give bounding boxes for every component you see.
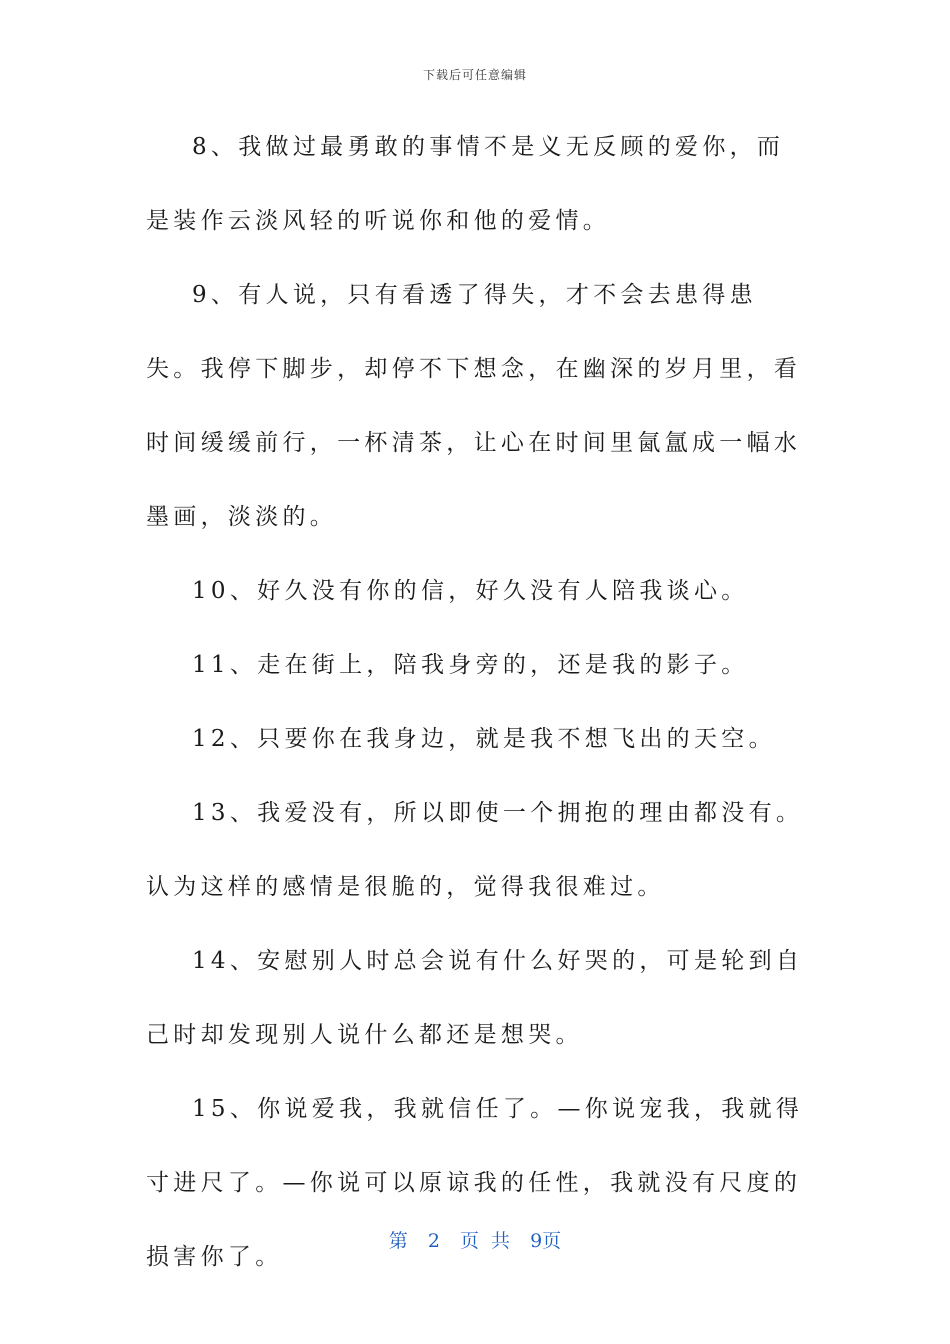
paragraph-10: 10、好久没有你的信，好久没有人陪我谈心。 bbox=[192, 578, 749, 604]
paragraph-11: 11、走在街上，陪我身旁的，还是我的影子。 bbox=[192, 652, 749, 678]
paragraph-8: 8、我做过最勇敢的事情不是义无反顾的爱你，而是装作云淡风轻的听说你和他的爱情。 bbox=[146, 134, 785, 234]
paragraph-15: 15、你说爱我，我就信任了。—你说宠我，我就得寸进尺了。—你说可以原谅我的任性，我就没有尺度的损害你了。 bbox=[146, 1096, 804, 1270]
paragraph-12: 12、只要你在我身边，就是我不想飞出的天空。 bbox=[192, 726, 776, 752]
paragraph-13: 13、我爱没有，所以即使一个拥抱的理由都没有。认为这样的感情是很脆的，觉得我很难过。 bbox=[146, 800, 804, 900]
footer-middle: 页 共 bbox=[460, 1230, 511, 1252]
footer-prefix: 第 bbox=[388, 1230, 408, 1252]
page-number-footer bbox=[0, 1226, 950, 1253]
paragraph-14: 14、安慰别人时总会说有什么好哭的，可是轮到自己时却发现别人说什么都还是想哭。 bbox=[146, 948, 804, 1048]
document-body bbox=[146, 110, 806, 1294]
total-pages: 9页 bbox=[530, 1230, 562, 1252]
current-page-number: 2 bbox=[427, 1230, 440, 1252]
paragraph-9: 9、有人说，只有看透了得失，才不会去患得患失。我停下脚步，却停不下想念，在幽深的岁月里，看时间缓缓前行，一杯清茶，让心在时间里氤氲成一幅水墨画，淡淡的。 bbox=[146, 282, 802, 530]
page-header: 下载后可任意编辑 bbox=[422, 68, 527, 82]
